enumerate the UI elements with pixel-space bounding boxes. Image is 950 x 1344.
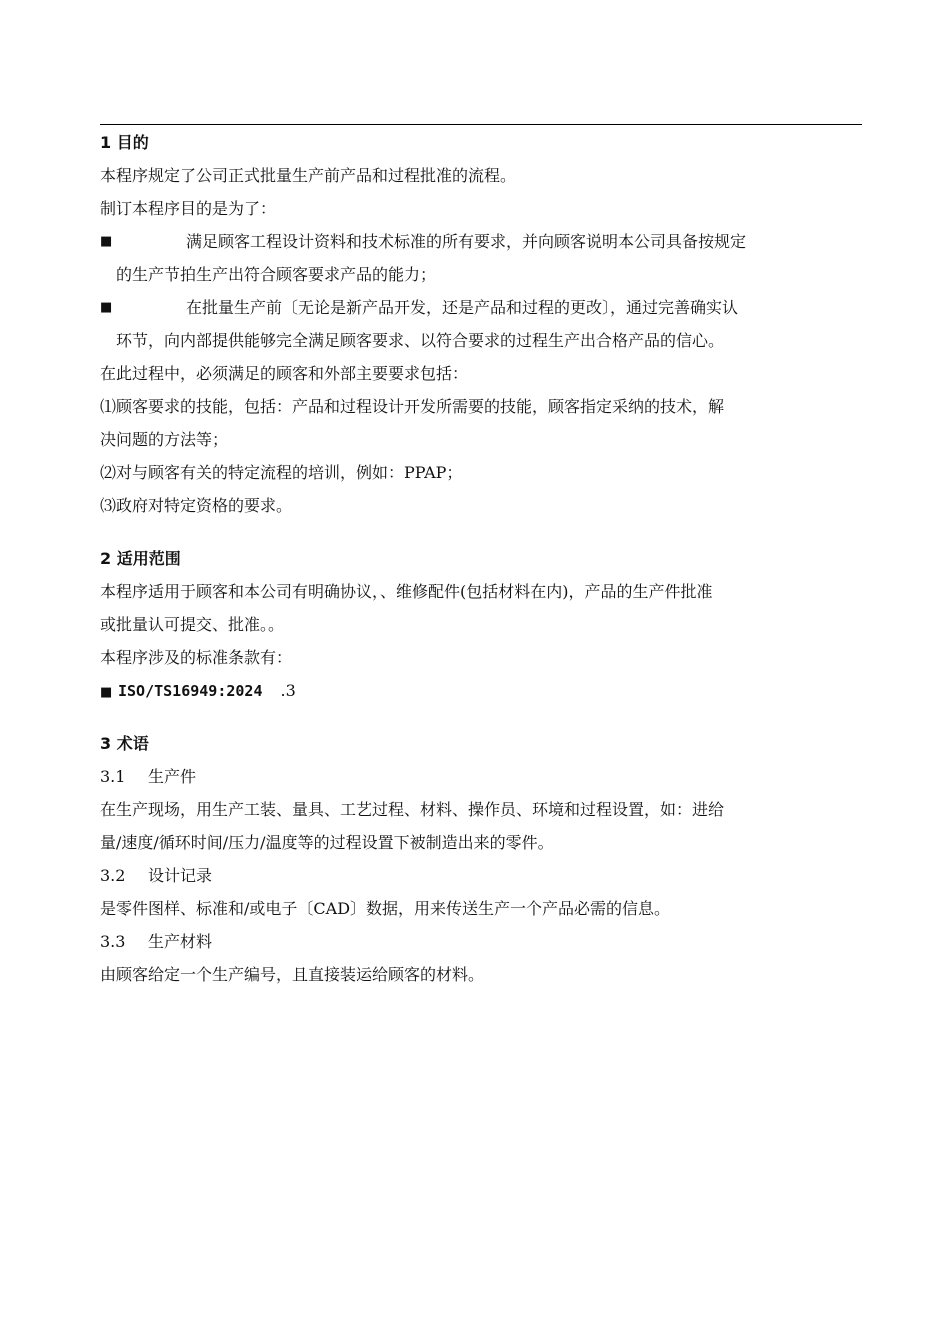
standard-clause-item (100, 674, 862, 707)
standard-clause: .3 (280, 681, 296, 700)
section-3-heading: 3 术语 (100, 734, 149, 753)
section-1-heading: 1 目的 (100, 133, 149, 152)
term-3-1-number: 3.1 (100, 767, 126, 786)
bullet-square-icon: ■ (100, 300, 113, 315)
section-1-paragraph-2: 制订本程序目的是为了： (100, 199, 277, 218)
section-1-paragraph-1: 本程序规定了公司正式批量生产前产品和过程批准的流程。 (100, 166, 517, 185)
bullet-2-line-1: 在批量生产前〔无论是新产品开发，还是产品和过程的更改〕，通过完善确实认 (186, 298, 739, 317)
bullet-1-line-1: 满足顾客工程设计资料和技术标准的所有要求，并向顾客说明本公司具备按规定 (186, 232, 747, 251)
section-1-paragraph-3: 在此过程中，必须满足的顾客和外部主要要求包括： (100, 364, 469, 383)
section-1-bullet-1 (100, 225, 862, 291)
term-3-3-title: 生产材料 (148, 932, 213, 951)
bullet-1-line-2: 的生产节拍生产出符合顾客要求产品的能力； (116, 265, 437, 284)
term-3-2-title: 设计记录 (148, 866, 213, 885)
term-3-1-definition-line-1: 在生产现场，用生产工装、量具、工艺过程、材料、操作员、环境和过程设置，如：进给 (100, 800, 725, 819)
term-3-1-definition-line-2: 量/速度/循环时间/压力/温度等的过程设置下被制造出来的零件。 (100, 833, 554, 852)
term-3-3-title-row (100, 925, 862, 958)
term-3-1-title: 生产件 (148, 767, 197, 786)
bullet-square-icon: ■ (100, 234, 113, 249)
term-3-3-definition: 由顾客给定一个生产编号，且直接装运给顾客的材料。 (100, 965, 485, 984)
requirement-item-3: ⑶政府对特定资格的要求。 (100, 496, 293, 515)
section-1-bullet-2 (100, 291, 862, 357)
term-3-1-title-row (100, 760, 862, 793)
section-2-paragraph-2: 本程序涉及的标准条款有： (100, 648, 293, 667)
bullet-2-line-2: 环节，向内部提供能够完全满足顾客要求、以符合要求的过程生产出合格产品的信心。 (116, 331, 725, 350)
term-3-3-number: 3.3 (100, 932, 126, 951)
term-3-2-title-row (100, 859, 862, 892)
bullet-square-icon: ■ (100, 685, 113, 700)
header-rule (100, 124, 862, 125)
section-2-paragraph-1-line-2: 或批量认可提交、批准。。 (100, 615, 285, 634)
requirement-item-1-line-1: ⑴顾客要求的技能，包括：产品和过程设计开发所需要的技能，顾客指定采纳的技术，解 (100, 397, 725, 416)
term-3-2-definition: 是零件图样、标准和/或电子〔CAD〕数据，用来传送生产一个产品必需的信息。 (100, 899, 671, 918)
requirement-item-1-line-2: 决问题的方法等； (100, 430, 229, 449)
standard-name: ISO/TS16949:2024 (118, 682, 263, 700)
term-3-2-number: 3.2 (100, 866, 126, 885)
requirement-item-2: ⑵对与顾客有关的特定流程的培训，例如：PPAP； (100, 463, 463, 482)
section-2-paragraph-1-line-1: 本程序适用于顾客和本公司有明确协议，、维修配件(包括材料在内)，产品的生产件批准 (100, 582, 713, 601)
section-2-heading: 2 适用范围 (100, 549, 181, 568)
document-body (100, 126, 862, 991)
